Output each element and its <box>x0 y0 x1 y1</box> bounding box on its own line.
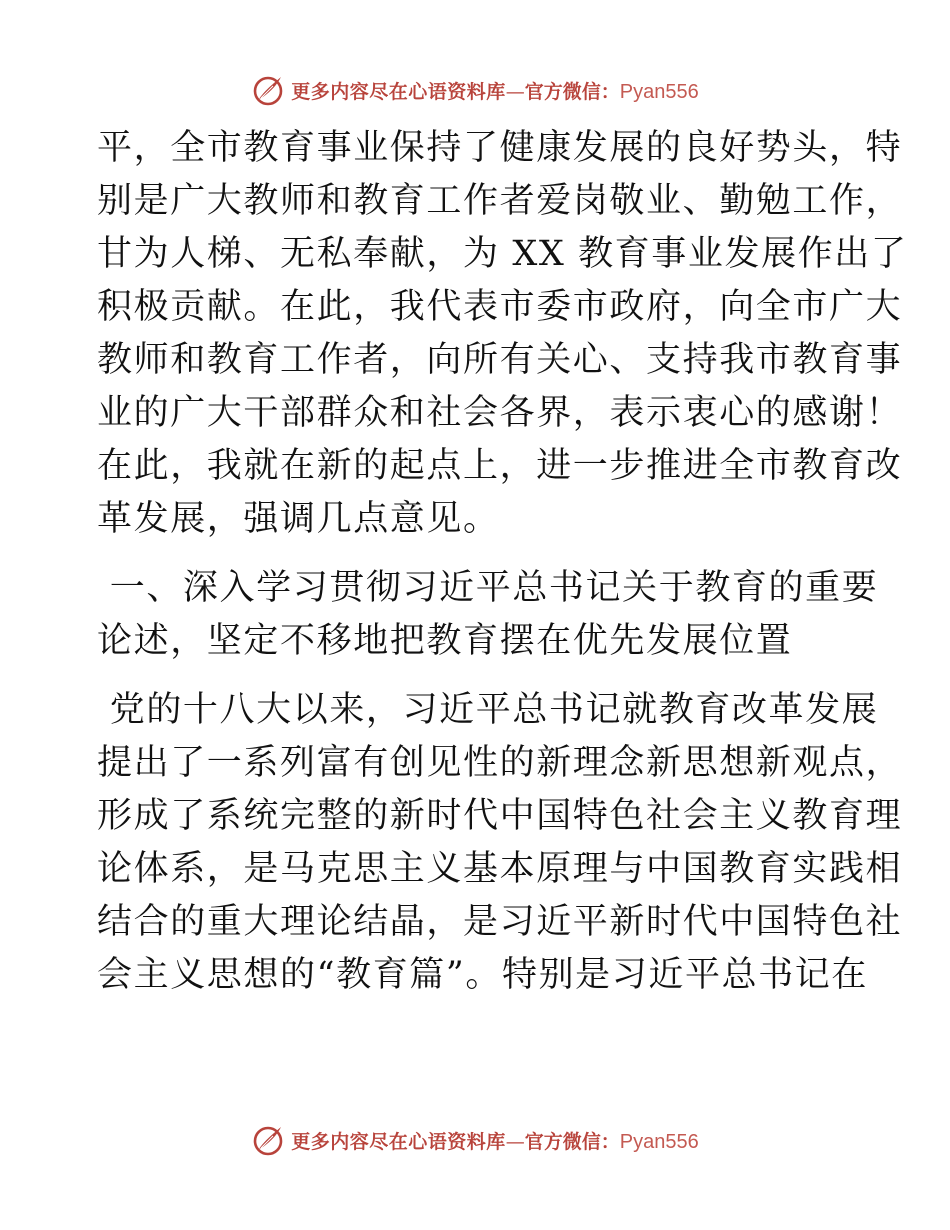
feather-seal-icon <box>251 73 285 107</box>
text-line: 积极贡献。在此，我代表市委市政府，向全市广大 <box>97 287 903 327</box>
text-line: 平，全市教育事业保持了健康发展的良好势头，特 <box>97 128 903 168</box>
text-line: 一、深入学习贯彻习近平总书记关于教育的重要 <box>97 568 879 608</box>
text-line: 党的十八大以来，习近平总书记就教育改革发展 <box>97 690 879 730</box>
text-line: 会主义思想的“教育篇”。特别是习近平总书记在 <box>97 955 868 995</box>
text-line: 论体系，是马克思主义基本原理与中国教育实践相 <box>97 849 903 889</box>
document-body <box>97 122 908 1002</box>
text-line: 在此，我就在新的起点上，进一步推进全市教育改 <box>97 446 903 486</box>
footer-wechat-id: Pyan556 <box>619 1130 699 1153</box>
footer-site-text: 更多内容尽在心语资料库 <box>291 1130 506 1153</box>
header-wechat-id: Pyan556 <box>619 80 699 103</box>
text-line: 论述，坚定不移地把教育摆在优先发展位置 <box>97 621 793 661</box>
paragraph-section-one <box>97 684 903 1002</box>
text-line: 形成了系统完整的新时代中国特色社会主义教育理 <box>97 796 903 836</box>
text-line: 提出了一系列富有创见性的新理念新思想新观点， <box>97 743 903 783</box>
header-watermark <box>0 70 950 110</box>
text-line: 结合的重大理论结晶，是习近平新时代中国特色社 <box>97 902 903 942</box>
section-heading <box>97 562 879 668</box>
header-site-text: 更多内容尽在心语资料库 <box>291 80 506 103</box>
header-separator: — <box>505 80 525 103</box>
feather-seal-icon <box>251 1123 285 1157</box>
footer-wechat-label: 官方微信： <box>524 1130 620 1153</box>
text-line: 别是广大教师和教育工作者爱岗敬业、勤勉工作， <box>97 181 903 221</box>
paragraph-intro <box>97 122 908 546</box>
footer-watermark <box>0 1120 950 1160</box>
header-wechat-label: 官方微信： <box>524 80 620 103</box>
text-line: 革发展，强调几点意见。 <box>97 499 500 539</box>
text-line: 教师和教育工作者，向所有关心、支持我市教育事 <box>97 340 903 380</box>
text-line: 甘为人梯、无私奉献，为 XX 教育事业发展作出了 <box>97 234 908 274</box>
footer-separator: — <box>505 1130 525 1153</box>
text-line: 业的广大干部群众和社会各界，表示衷心的感谢！ <box>97 393 903 433</box>
